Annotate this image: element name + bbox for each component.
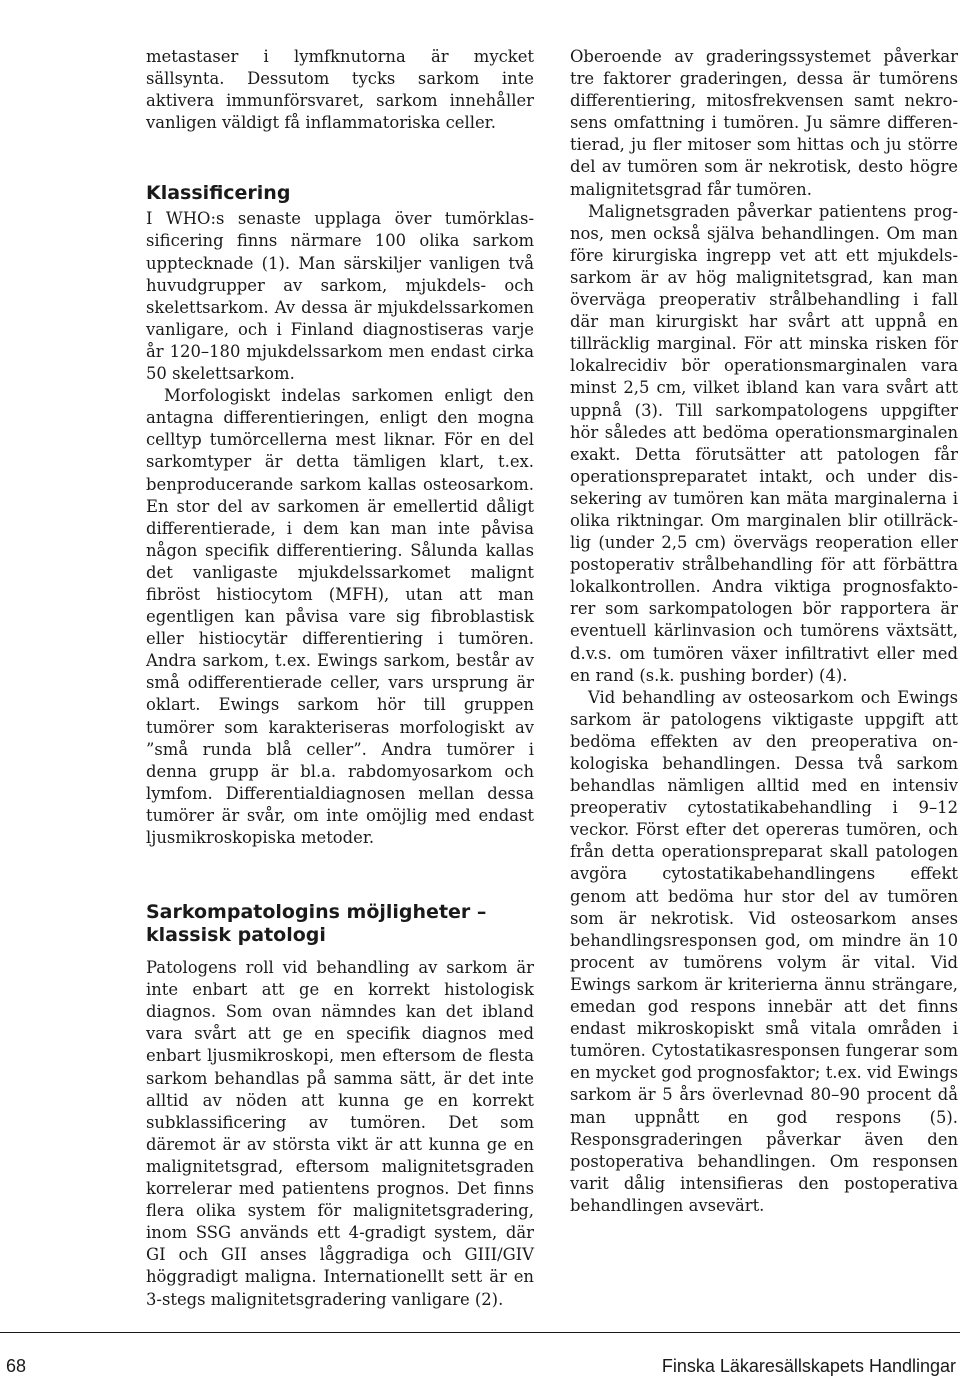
- pathologist-role-paragraph: Patologens roll vid behandling av sarkom är inte enbart att ge en korrekt histologisk diagnos. Som ovan nämndes kan det ibland vara svårt att ge en specifik diagnos med enbart ljusmikroskopi, men eftersom de flesta sarkom behandlas på samma sätt, är det inte alltid av nöden att kunna ge en korrekt subklassificering av tumören. Det som däremot är av största vikt är att kunna ge en malignitetsgrad, eftersom malignitetsgraden korrelerar med patientens prognos. Det finns flera olika system för malignitetsgradering, inom SSG används ett 4-gradigt system, där GI och GII anses låggradiga och GIII/GIV höggradigt maligna. Internationellt sett är en 3-stegs malignitetsgradering vanligare (2).: [146, 958, 534, 1309]
- treatment-response-paragraph: Vid behandling av osteosarkom och Ewings sarkom är patologens viktigaste uppgift att bedöma effekten av den preoperativa onkologiska behandlingen. Dessa två sarkom behandlas nämligen alltid med en intensiv preoperativ cytostatikabehandling i 9–12 veckor. Först efter det opereras tumören, och från detta operationspreparat skall patologen avgöra cytostatikabehandlingens effekt genom att bedöma hur stor del av tumören som är nekrotisk. Vid osteosarkom anses behandlingsresponsen god, om mindre än 10 procent av tumörens volym är vital. Vid Ewings sarkom är kriterierna ännu strängare, emedan god respons innebär att det finns endast mikroskopiskt små vitala områden i tumören. Cytostatikasresponsen fungerar som en mycket god prognosfaktor; t.ex. vid Ewings sarkom är 5 års överlevnad 80–90 procent då man uppnått en god respons (5). Responsgraderingen påverkar även den postoperativa behandlingen. Om responsen varit dålig intensifieras den postoperativa behandlingen avsevärt.: [570, 687, 958, 1215]
- heading-sarkompatologin: Sarkompatologins möjligheter – klassisk patologi: [146, 901, 487, 947]
- morphology-paragraph: Morfologiskt indelas sarkomen enligt den antagna differentieringen, enligt den mogna celltyp tumörcellerna mest liknar. För en del sarkomtyper är detta tämligen klart, t.ex. benproducerande sarkom kallas osteosarkom. En stor del av sarkomen är emellertid dåligt differentierade, i dem kan man inte påvisa någon specifik differentiering. Sålunda kallas det vanligaste mjukdelssarkomet malignt fibröst histiocytom (MFH), utan att man egentligen kan påvisa vare sig fibroblastisk eller histiocytär differentiering i tumören. Andra sarkom, t.ex. Ewings sarkom, består av små odifferentierade celler, vars ursprung är oklart. Ewings sarkom hör till gruppen tumörer som karakteriseras morfologiskt av ”små runda blå celler”. Andra tumörer i denna grupp är bl.a. rabdomyosarkom och lymfom. Differentialdiagnosen mellan dessa tumörer är svår, om inte omöjlig med endast ljusmikroskopiska metoder.: [146, 386, 534, 847]
- page-number: 68: [6, 1356, 27, 1376]
- grading-paragraph: Oberoende av graderingssystemet påverkar tre faktorer graderingen, dessa är tumörens differentiering, mitosfrekvensen samt nekrosens omfattning i tumören. Ju sämre differentierad, ju fler mitoser som hittas och ju större del av tumören som är nekrotisk, desto högre malignitetsgrad får tumören.: [570, 47, 958, 199]
- footer-divider: [0, 1332, 960, 1333]
- right-column: [570, 46, 958, 1217]
- heading-klassificering: Klassificering: [146, 182, 291, 205]
- intro-paragraph: metastaser i lymfknutorna är mycket sällsynta. Dessutom tycks sarkom inte aktivera immunförsvaret, sarkom innehåller vanligen väldigt få inflammatoriska celler.: [146, 47, 534, 133]
- malignancy-paragraph: Malignetsgraden påverkar patientens prognos, men också själva behandlingen. Om man före kirurgiska ingrepp vet att ett mjukdelssarkom är av hög malignitetsgrad, kan man överväga preoperativ strålbehandling i fall där man kirurgiskt har svårt att uppnå en tillräcklig marginal. För att minska risken för lokalrecidiv bör operationsmarginalen vara minst 2,5 cm, vilket ibland kan vara svårt att uppnå (3). Till sarkompatologens uppgifter hör således att bedöma operationsmarginalen exakt. Detta förutsätter att patologen får operationspreparatet intakt, och under dissekering av tumören kan mäta marginalerna i olika riktningar. Om marginalen blir otillräcklig (under 2,5 cm) övervägs reoperation eller postoperativ strålbehandling för att förbättra lokalkontrollen. Andra viktiga prognosfaktorer som sarkompatologen bör rapportera är eventuell kärlinvasion och tumörens växtsätt, d.v.s. om tumören växer infiltrativt eller med en rand (s.k. pushing border) (4).: [570, 201, 958, 685]
- journal-name: Finska Läkaresällskapets Handlingar: [661, 1356, 956, 1376]
- left-column: [146, 46, 534, 1311]
- who-paragraph: I WHO:s senaste upplaga över tumörklassificering finns närmare 100 olika sarkom upptecknade (1). Man särskiljer vanligen två huvudgrupper av sarkom, mjukdels- och skelettsarkom. Av dessa är mjukdelssarkomen vanligare, och i Finland diagnostiseras varje år 120–180 mjukdelssarkom men endast cirka 50 skelettsarkom.: [146, 209, 534, 384]
